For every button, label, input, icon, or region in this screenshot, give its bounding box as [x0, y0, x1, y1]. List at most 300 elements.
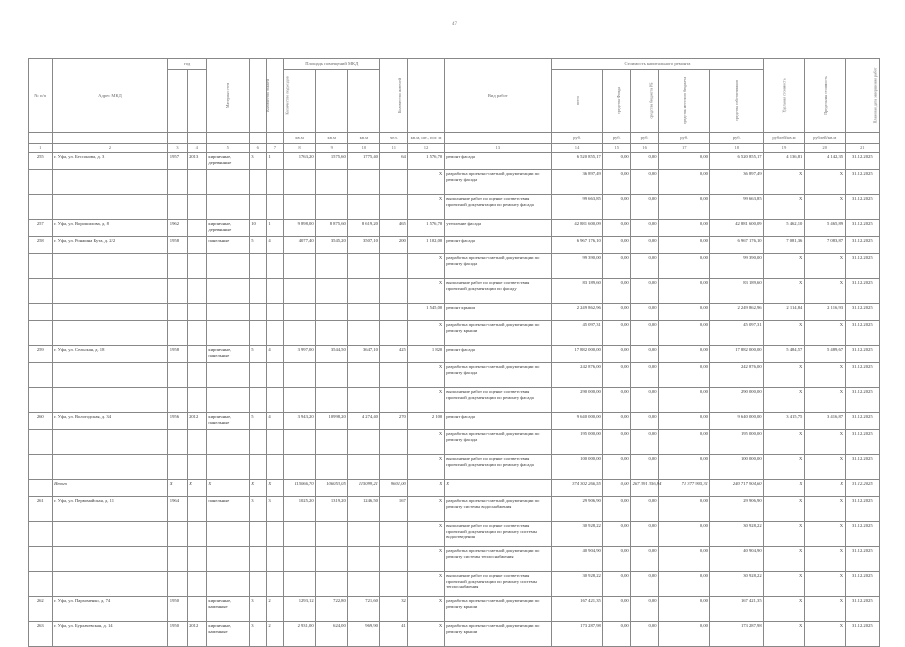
- cell-area2: [316, 304, 348, 321]
- cell-wall: Х: [206, 480, 249, 497]
- cell-floors: 5: [249, 346, 266, 363]
- cell-year: [168, 279, 187, 304]
- cell-total: 83 189,60: [551, 279, 602, 304]
- cell-date: 31.12.2025: [845, 597, 879, 622]
- cell-year: 1957: [168, 153, 187, 170]
- cell-address: [52, 522, 168, 547]
- cell-total: 99 663,85: [551, 195, 602, 220]
- cell-date: 31.12.2025: [845, 254, 879, 279]
- cell-unit: Х: [764, 455, 805, 480]
- cell-no: 255: [29, 153, 53, 170]
- cell-limit: Х: [804, 597, 845, 622]
- cell-unit: 2 114,84: [764, 304, 805, 321]
- col-year-a: [168, 70, 187, 133]
- cell-unit: Х: [764, 363, 805, 388]
- col-deadline: Плановая дата завершения работ: [845, 59, 879, 133]
- cell-units: Х: [408, 170, 444, 195]
- cell-f2: 0,00: [631, 153, 659, 170]
- cell-area: 3 943,20: [284, 413, 316, 430]
- cell-total: 290 000,00: [551, 388, 602, 413]
- cell-f3: 0,00: [659, 304, 710, 321]
- cell-limit: Х: [804, 455, 845, 480]
- cell-area: [284, 170, 316, 195]
- cell-area: 4077,40: [284, 237, 316, 254]
- cell-address: г. Уфа, ул. Бурлачевская, д. 14: [52, 622, 168, 647]
- cell-f2: 0,00: [631, 497, 659, 522]
- table-row: [29, 547, 880, 572]
- cell-wall: кирпичные, деревянные: [206, 153, 249, 170]
- cell-units: Х: [408, 522, 444, 547]
- cell-date: 31.12.2025: [845, 346, 879, 363]
- cell-area2: 10998,20: [316, 413, 348, 430]
- cell-area2: 106053,05: [316, 480, 348, 497]
- cell-work: разработка проектно-сметной документации по ремонту фасада: [444, 254, 551, 279]
- cell-wall: [206, 388, 249, 413]
- cell-unit: 3 415,75: [764, 413, 805, 430]
- cell-wall: кирпичные, каменные: [206, 622, 249, 647]
- cell-date: 31.12.2025: [845, 363, 879, 388]
- cell-limit: Х: [804, 321, 845, 346]
- cell-year: [168, 572, 187, 597]
- cell-work: ремонт фасада: [444, 153, 551, 170]
- cell-wall: [206, 572, 249, 597]
- cell-work: выполнение работ по оценке соответствия проектной документации по ремонту фасада: [444, 195, 551, 220]
- cell-date: 31.12.2025: [845, 547, 879, 572]
- table-row: [29, 497, 880, 522]
- cell-limit: 2 116,93: [804, 304, 845, 321]
- cell-f2: 0,00: [631, 363, 659, 388]
- cell-area2: [316, 363, 348, 388]
- col-cost-group: Стоимость капитального ремонта: [551, 59, 763, 70]
- cell-year: [168, 455, 187, 480]
- col-address: Адрес МКД: [52, 59, 168, 133]
- cell-address: г. Уфа, ул. Ронжина Бута, д. 2/2: [52, 237, 168, 254]
- cell-unit: Х: [764, 388, 805, 413]
- cell-address: [52, 547, 168, 572]
- cell-floors: [249, 279, 266, 304]
- cell-work: разработка проектно-сметной документации по ремонту крыши: [444, 597, 551, 622]
- cell-res: 270: [380, 413, 408, 430]
- cell-area3: [348, 388, 380, 413]
- cell-f4: 290 000,00: [710, 388, 764, 413]
- cell-area: [284, 572, 316, 597]
- unit-label: руб.: [551, 133, 602, 144]
- cell-area2: [316, 279, 348, 304]
- table-row: [29, 153, 880, 170]
- cell-address: [52, 304, 168, 321]
- cell-f3: 71 377 905,31: [659, 480, 710, 497]
- cell-area2: 1575,60: [316, 153, 348, 170]
- column-number: 10: [348, 144, 380, 153]
- cell-f3: 0,00: [659, 430, 710, 455]
- cell-floors: 3: [249, 153, 266, 170]
- cell-date: 31.12.2025: [845, 413, 879, 430]
- table-row: [29, 388, 880, 413]
- cell-total: 6 520 855,17: [551, 153, 602, 170]
- col-cost-total: всего: [551, 70, 602, 133]
- cell-area3: [348, 572, 380, 597]
- cell-total: 30 928,22: [551, 522, 602, 547]
- cell-limit: 5 465,89: [804, 220, 845, 237]
- cell-no: [29, 363, 53, 388]
- page-number: 47: [452, 22, 457, 27]
- cell-limit: Х: [804, 497, 845, 522]
- cell-unit: 5 462,10: [764, 220, 805, 237]
- cell-address: [52, 195, 168, 220]
- table-row: [29, 363, 880, 388]
- cell-unit: Х: [764, 522, 805, 547]
- cell-f3: 0,00: [659, 547, 710, 572]
- cell-wall: панельные: [206, 237, 249, 254]
- cell-area2: [316, 321, 348, 346]
- cell-unit: 4 136,81: [764, 153, 805, 170]
- cell-f4: 83 189,60: [710, 279, 764, 304]
- cell-f1: 0,00: [603, 497, 631, 522]
- unit-label: рублей/кв.м: [764, 133, 805, 144]
- cell-f3: 0,00: [659, 388, 710, 413]
- column-number: 15: [603, 144, 631, 153]
- cell-area: [284, 321, 316, 346]
- cell-area3: 969,90: [348, 622, 380, 647]
- cell-address: г. Уфа, ул. Пархоменко, д. 74: [52, 597, 168, 622]
- cell-area2: 3544,50: [316, 346, 348, 363]
- cell-f1: 0,00: [603, 321, 631, 346]
- cell-no: [29, 170, 53, 195]
- cell-units: 2 100: [408, 413, 444, 430]
- cell-year: Х: [168, 480, 187, 497]
- cell-date: 31.12.2025: [845, 237, 879, 254]
- cell-no: [29, 388, 53, 413]
- cell-units: Х: [408, 279, 444, 304]
- cell-res: [380, 254, 408, 279]
- cell-area2: [316, 455, 348, 480]
- cell-f3: 0,00: [659, 254, 710, 279]
- cell-f1: 0,00: [603, 622, 631, 647]
- cell-address: г. Уфа, ул. Ворошилова, д. 8: [52, 220, 168, 237]
- col-work: Вид работ: [444, 59, 551, 133]
- cell-total: 242 876,00: [551, 363, 602, 388]
- cell-area: 1025,20: [284, 497, 316, 522]
- cell-year2: [187, 522, 206, 547]
- cell-area3: [348, 304, 380, 321]
- cell-unit: Х: [764, 547, 805, 572]
- cell-total: 36 897,49: [551, 170, 602, 195]
- cell-units: 1 576,70: [408, 153, 444, 170]
- cell-year2: [187, 547, 206, 572]
- cell-total: 195 000,00: [551, 430, 602, 455]
- cell-f4: 42 881 600,09: [710, 220, 764, 237]
- cell-date: 31.12.2025: [845, 388, 879, 413]
- cell-f2: 0,00: [631, 304, 659, 321]
- cell-floors: 3: [249, 622, 266, 647]
- cell-units: 1 102,00: [408, 237, 444, 254]
- cell-f1: 0,00: [603, 455, 631, 480]
- cell-year: [168, 170, 187, 195]
- cell-floors: 5: [249, 413, 266, 430]
- cell-year: [168, 388, 187, 413]
- cell-entr: [266, 321, 283, 346]
- cell-entr: [266, 547, 283, 572]
- column-number: 2: [52, 144, 168, 153]
- cell-work: разработка проектно-сметной документации по ремонту крыши: [444, 622, 551, 647]
- unit-label: кв.м: [316, 133, 348, 144]
- cell-floors: 10: [249, 220, 266, 237]
- cell-res: [380, 388, 408, 413]
- cell-f3: 0,00: [659, 497, 710, 522]
- cell-wall: кирпичные, деревянные: [206, 220, 249, 237]
- cell-no: 262: [29, 597, 53, 622]
- cell-area: 2 931,00: [284, 622, 316, 647]
- cell-units: Х: [408, 195, 444, 220]
- cell-year: 1964: [168, 497, 187, 522]
- cell-no: [29, 254, 53, 279]
- cell-f2: 0,00: [631, 597, 659, 622]
- cell-f3: 0,00: [659, 597, 710, 622]
- cell-year: 1958: [168, 237, 187, 254]
- cell-f2: 0,00: [631, 254, 659, 279]
- col-area-c: [348, 70, 380, 133]
- cell-f4: 36 897,49: [710, 170, 764, 195]
- cell-wall: [206, 254, 249, 279]
- col-cost-owners: средства собственников: [710, 70, 764, 133]
- cell-units: Х: [408, 572, 444, 597]
- cell-entr: [266, 363, 283, 388]
- cell-area: [284, 304, 316, 321]
- cell-entr: 1: [266, 153, 283, 170]
- cell-no: [29, 455, 53, 480]
- cell-year2: 2012: [187, 622, 206, 647]
- cell-wall: кирпичные, каменные: [206, 597, 249, 622]
- cell-area: 9 898,00: [284, 220, 316, 237]
- cell-date: 31.12.2025: [845, 572, 879, 597]
- cell-entr: 2: [266, 597, 283, 622]
- cell-floors: [249, 455, 266, 480]
- cell-date: 31.12.2025: [845, 622, 879, 647]
- column-number: 18: [710, 144, 764, 153]
- cell-area3: 8 619,20: [348, 220, 380, 237]
- cell-f2: 0,00: [631, 547, 659, 572]
- cell-year2: Х: [187, 480, 206, 497]
- col-year-group: год: [168, 59, 207, 70]
- col-area-b: [316, 70, 348, 133]
- cell-f2: 0,00: [631, 413, 659, 430]
- cell-f2: 0,00: [631, 170, 659, 195]
- cell-area: 1763,20: [284, 153, 316, 170]
- cell-f3: 0,00: [659, 195, 710, 220]
- cell-year: [168, 547, 187, 572]
- cell-address: г. Уфа, ул. Вологодская, д. 34: [52, 413, 168, 430]
- table-row: [29, 597, 880, 622]
- cell-work: ремонт фасада: [444, 237, 551, 254]
- cell-area2: 624,00: [316, 622, 348, 647]
- cell-year2: [187, 304, 206, 321]
- table-row: [29, 304, 880, 321]
- cell-year: [168, 430, 187, 455]
- table-row: [29, 572, 880, 597]
- cell-area3: 3647,10: [348, 346, 380, 363]
- cell-area2: [316, 195, 348, 220]
- cell-wall: [206, 522, 249, 547]
- cell-f1: 0,00: [603, 254, 631, 279]
- cell-work: разработка проектно-сметной документации по ремонту системы водоснабжения: [444, 497, 551, 522]
- cell-year: 1958: [168, 346, 187, 363]
- cell-units: Х: [408, 597, 444, 622]
- cell-unit: 5 484,57: [764, 346, 805, 363]
- cell-f1: 0,00: [603, 430, 631, 455]
- cell-unit: Х: [764, 170, 805, 195]
- cell-limit: 3 416,87: [804, 413, 845, 430]
- cell-unit: Х: [764, 497, 805, 522]
- cell-res: 425: [380, 346, 408, 363]
- cell-year2: [187, 254, 206, 279]
- cell-total: 6 967 176,10: [551, 237, 602, 254]
- cell-work: утепление фасада: [444, 220, 551, 237]
- cell-res: [380, 572, 408, 597]
- cell-res: [380, 321, 408, 346]
- table-row: [29, 413, 880, 430]
- column-number: 9: [316, 144, 348, 153]
- column-number: 21: [845, 144, 879, 153]
- cell-wall: [206, 321, 249, 346]
- column-number: 7: [266, 144, 283, 153]
- cell-entr: [266, 304, 283, 321]
- cell-work: ремонт крыши: [444, 304, 551, 321]
- cell-limit: Х: [804, 480, 845, 497]
- cell-work: разработка проектно-сметной документации по ремонту фасада: [444, 170, 551, 195]
- unit-label: руб.: [710, 133, 764, 144]
- cell-area: [284, 455, 316, 480]
- cell-res: 32: [380, 597, 408, 622]
- cell-year: 1950: [168, 622, 187, 647]
- cell-total: 29 906,90: [551, 497, 602, 522]
- cell-units: Х: [408, 321, 444, 346]
- cell-year2: [187, 572, 206, 597]
- column-number: 16: [631, 144, 659, 153]
- table-row-total: [29, 480, 880, 497]
- cell-f3: 0,00: [659, 220, 710, 237]
- cell-area2: [316, 170, 348, 195]
- cell-entr: [266, 254, 283, 279]
- col-unit-cost: Удельная стоимость: [764, 59, 805, 133]
- cell-f3: 0,00: [659, 455, 710, 480]
- cell-no: 263: [29, 622, 53, 647]
- cell-entr: 4: [266, 413, 283, 430]
- cell-res: [380, 363, 408, 388]
- table-row: [29, 346, 880, 363]
- cell-area2: 1319,20: [316, 497, 348, 522]
- col-year-b: [187, 70, 206, 133]
- cell-f3: 0,00: [659, 237, 710, 254]
- cell-entr: 2: [266, 622, 283, 647]
- cell-f1: 0,00: [603, 220, 631, 237]
- cell-f2: 0,00: [631, 430, 659, 455]
- cell-year: [168, 363, 187, 388]
- cell-f3: 0,00: [659, 153, 710, 170]
- cell-floors: 5: [249, 237, 266, 254]
- cell-date: 31.12.2025: [845, 170, 879, 195]
- cell-wall: [206, 363, 249, 388]
- col-cost-local: средства местного бюджета: [659, 70, 710, 133]
- cell-year: 1950: [168, 597, 187, 622]
- cell-no: 258: [29, 237, 53, 254]
- unit-label: руб.: [603, 133, 631, 144]
- cell-no: [29, 304, 53, 321]
- cell-wall: [206, 430, 249, 455]
- cell-res: 200: [380, 237, 408, 254]
- cell-unit: Х: [764, 597, 805, 622]
- cell-total: 173 287,98: [551, 622, 602, 647]
- cell-f1: 0,00: [603, 547, 631, 572]
- col-no: № п/п: [29, 59, 53, 133]
- cell-f2: 0,00: [631, 237, 659, 254]
- cell-work: выполнение работ по оценке соответствия проектной документации по фасаду: [444, 279, 551, 304]
- column-number: 19: [764, 144, 805, 153]
- cell-f4: 2 249 862,96: [710, 304, 764, 321]
- column-number: 12: [408, 144, 444, 153]
- cell-floors: [249, 254, 266, 279]
- cell-area: [284, 279, 316, 304]
- cell-area3: [348, 455, 380, 480]
- cell-area3: [348, 254, 380, 279]
- cell-entr: 4: [266, 346, 283, 363]
- cell-area2: [316, 572, 348, 597]
- cell-f2: 0,00: [631, 321, 659, 346]
- column-number: 20: [804, 144, 845, 153]
- cell-f4: 99 390,00: [710, 254, 764, 279]
- cell-area2: 3545,20: [316, 237, 348, 254]
- cell-f4: 100 000,00: [710, 455, 764, 480]
- cell-f4: 240 717 904,60: [710, 480, 764, 497]
- cell-entr: 1: [266, 220, 283, 237]
- cell-floors: [249, 170, 266, 195]
- cell-year: [168, 522, 187, 547]
- unit-label: рублей/кв.м: [804, 133, 845, 144]
- cell-units: Х: [408, 480, 444, 497]
- cell-entr: Х: [266, 480, 283, 497]
- cell-f4: 9 640 000,00: [710, 413, 764, 430]
- cell-limit: Х: [804, 572, 845, 597]
- cell-area3: [348, 321, 380, 346]
- cell-area3: [348, 547, 380, 572]
- cell-work: ремонт фасада: [444, 413, 551, 430]
- cell-work: выполнение работ по оценке соответствия проектной документации по ремонту системы водоотведения: [444, 522, 551, 547]
- cell-floors: [249, 195, 266, 220]
- cell-res: [380, 547, 408, 572]
- cell-wall: кирпичные, панельные: [206, 413, 249, 430]
- column-number: 14: [551, 144, 602, 153]
- cell-no: [29, 195, 53, 220]
- cell-f1: 0,00: [603, 597, 631, 622]
- cell-floors: [249, 430, 266, 455]
- cell-total: 40 904,90: [551, 547, 602, 572]
- cell-area3: [348, 170, 380, 195]
- cell-floors: [249, 522, 266, 547]
- cell-res: 64: [380, 153, 408, 170]
- cell-units: Х: [408, 363, 444, 388]
- unit-label: кв.м: [348, 133, 380, 144]
- column-number: 1: [29, 144, 53, 153]
- cell-limit: Х: [804, 195, 845, 220]
- cell-units: Х: [408, 622, 444, 647]
- cell-date: 31.12.2025: [845, 455, 879, 480]
- cell-floors: 3: [249, 497, 266, 522]
- cell-year2: 2013: [187, 153, 206, 170]
- cell-year: [168, 304, 187, 321]
- cell-f1: 0,00: [603, 279, 631, 304]
- cell-units: Х: [408, 497, 444, 522]
- cell-date: 31.12.2025: [845, 304, 879, 321]
- cell-unit: Х: [764, 480, 805, 497]
